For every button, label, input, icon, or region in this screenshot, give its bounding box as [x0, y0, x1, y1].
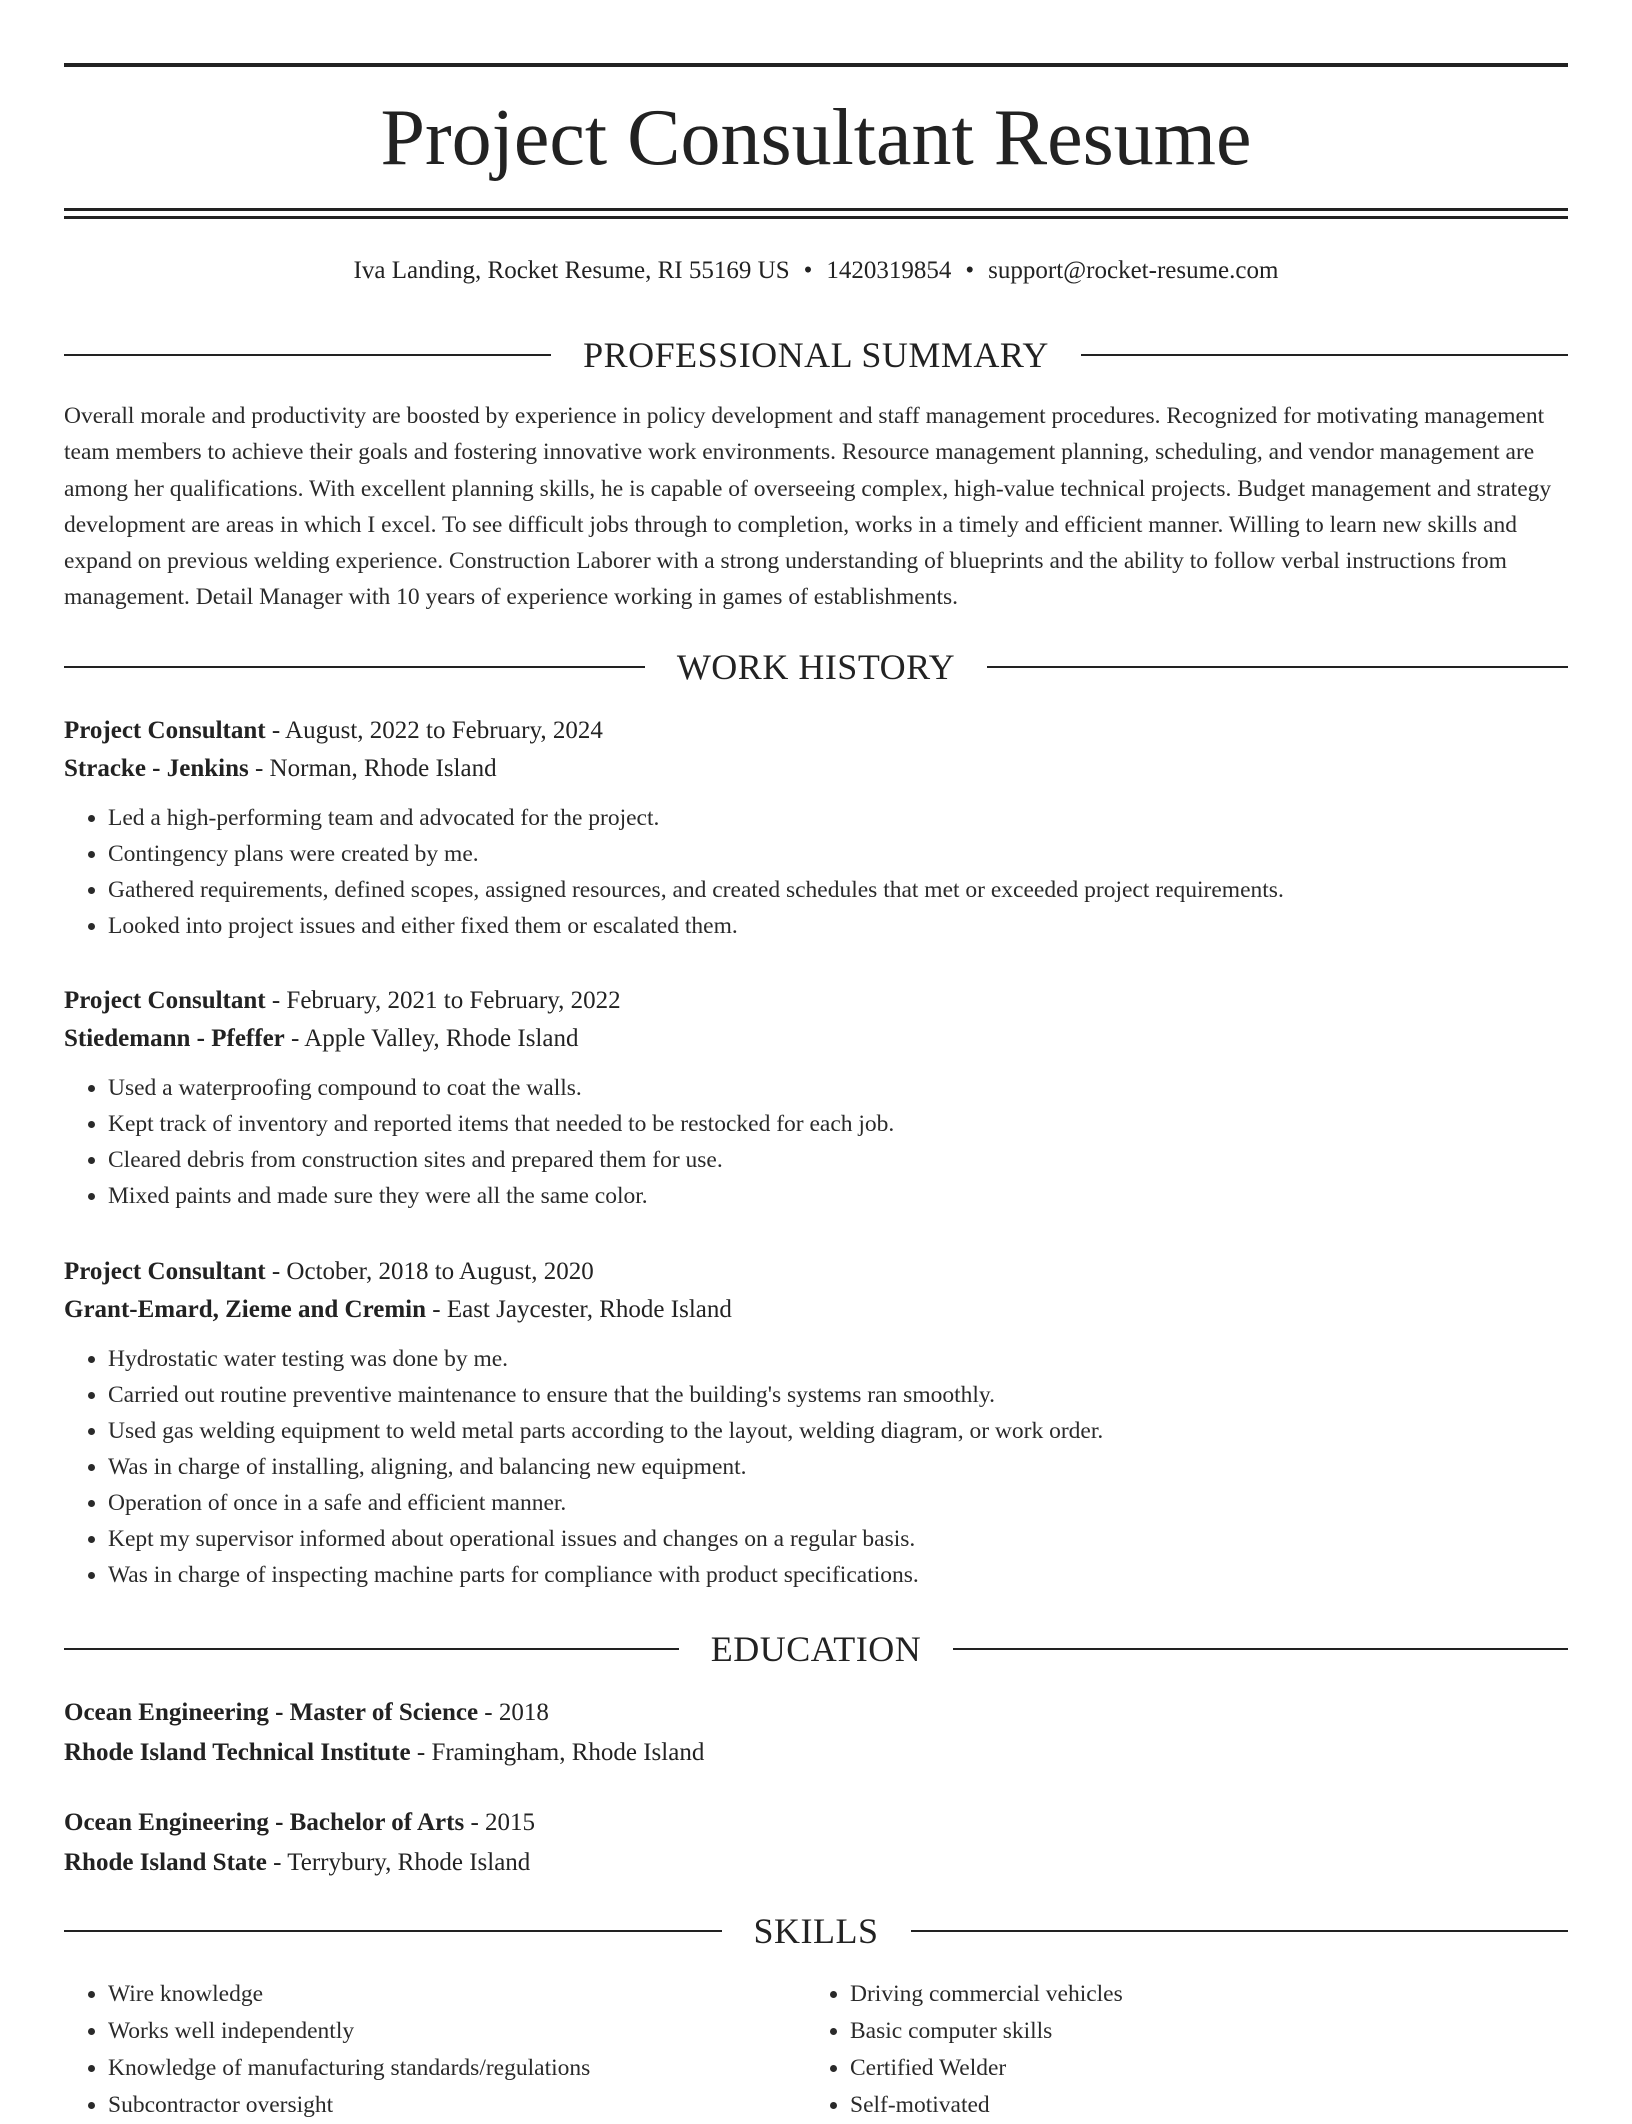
job-bullet: • Cleared debris from construction sites and prepared them for use. — [108, 1142, 1568, 1178]
job-title: Project Consultant — [64, 1258, 266, 1285]
section-header-work-history — [64, 645, 1568, 689]
section-title-skills: SKILLS — [753, 1911, 879, 1951]
job-company-line — [64, 1291, 1568, 1329]
job-bullet: • Contingency plans were created by me. — [108, 836, 1568, 872]
job-bullet: • Kept track of inventory and reported items that needed to be restocked for each job. — [108, 1106, 1568, 1142]
job-company: Stracke - Jenkins — [64, 755, 249, 782]
education-location: - Framingham, Rhode Island — [410, 1739, 705, 1766]
contact-separator: • — [965, 257, 975, 284]
education-degree: Ocean Engineering - Master of Science — [64, 1699, 479, 1726]
section-header-education — [64, 1627, 1568, 1671]
title-double-rule-lower — [64, 216, 1568, 219]
education-school: Rhode Island Technical Institute — [64, 1739, 411, 1766]
job-location: - Norman, Rhode Island — [248, 755, 497, 782]
section-title-work-history: WORK HISTORY — [676, 647, 956, 687]
skill-item: • Knowledge of manufacturing standards/regulations — [108, 2050, 806, 2087]
job-title: Project Consultant — [64, 717, 266, 744]
contact-address: Iva Landing, Rocket Resume, RI 55169 US — [353, 257, 790, 284]
education-degree: Ocean Engineering - Bachelor of Arts — [64, 1809, 465, 1836]
job-title-line — [64, 982, 1568, 1020]
job-company-line — [64, 750, 1568, 788]
job-bullet: • Was in charge of installing, aligning, and balancing new equipment. — [108, 1449, 1568, 1485]
skill-item: • Works well independently — [108, 2013, 806, 2050]
education-year: - 2018 — [478, 1699, 549, 1726]
job-bullets — [64, 1070, 1568, 1214]
job-bullet: • Mixed paints and made sure they were all the same color. — [108, 1178, 1568, 1214]
job-company: Grant-Emard, Zieme and Cremin — [64, 1296, 427, 1323]
job-bullet: • Led a high-performing team and advocated for the project. — [108, 800, 1568, 836]
section-rule — [987, 666, 1568, 668]
skill-item: • Driving commercial vehicles — [850, 1976, 1548, 2013]
job-title: Project Consultant — [64, 987, 266, 1014]
skill-item: • Subcontractor oversight — [108, 2087, 806, 2124]
job-location: - Apple Valley, Rhode Island — [284, 1025, 579, 1052]
job-bullet: • Gathered requirements, defined scopes, assigned resources, and created schedules that met or exceeded project requirements. — [108, 872, 1568, 908]
job-entry — [64, 982, 1568, 1214]
section-title-education: EDUCATION — [710, 1629, 922, 1669]
skills-column-left — [64, 1976, 806, 2124]
job-title-line — [64, 1253, 1568, 1291]
skill-item: • Certified Welder — [850, 2050, 1548, 2087]
section-rule — [953, 1648, 1568, 1650]
job-title-line — [64, 712, 1568, 750]
skill-item: • Self-motivated — [850, 2087, 1548, 2124]
job-company-line — [64, 1020, 1568, 1058]
page-title: Project Consultant Resume — [380, 94, 1252, 182]
job-bullet: • Carried out routine preventive maintenance to ensure that the building's systems ran smoothly. — [108, 1377, 1568, 1413]
contact-line — [64, 254, 1568, 288]
section-rule — [1081, 354, 1568, 356]
job-bullets — [64, 1341, 1568, 1593]
contact-separator: • — [803, 257, 813, 284]
education-school: Rhode Island State — [64, 1849, 267, 1876]
job-bullet: • Used a waterproofing compound to coat the walls. — [108, 1070, 1568, 1106]
skill-item: • Wire knowledge — [108, 1976, 806, 2013]
job-bullet: • Used gas welding equipment to weld metal parts according to the layout, welding diagram, or work order. — [108, 1413, 1568, 1449]
section-rule — [64, 354, 551, 356]
job-entry — [64, 712, 1568, 944]
job-bullet: • Kept my supervisor informed about operational issues and changes on a regular basis. — [108, 1521, 1568, 1557]
summary-text: Overall morale and productivity are boosted by experience in policy development and staff management procedures. Recognized for motivating management team members to achieve their goals and fostering innovative work environments. Resource management planning, scheduling, and vendor management are among her qualifications. With excellent planning skills, he is capable of overseeing complex, high-value technical projects. Budget management and strategy development are areas in which I excel. To see difficult jobs through to completion, works in a timely and efficient manner. Willing to learn new skills and expand on previous welding experience. Construction Laborer with a strong understanding of blueprints and the ability to follow verbal instructions from management. Detail Manager with 10 years of experience working in games of establishments. — [64, 403, 1552, 611]
education-entry — [64, 1804, 1568, 1882]
job-bullet: • Looked into project issues and either fixed them or escalated them. — [108, 908, 1568, 944]
job-location: - East Jaycester, Rhode Island — [426, 1296, 732, 1323]
education-year: - 2015 — [464, 1809, 536, 1836]
contact-email: support@rocket-resume.com — [988, 257, 1279, 284]
section-rule — [64, 1648, 679, 1650]
education-degree-line — [64, 1694, 1568, 1732]
title-double-rule-upper — [64, 208, 1568, 211]
section-rule — [64, 666, 645, 668]
job-bullet: • Hydrostatic water testing was done by me. — [108, 1341, 1568, 1377]
section-rule — [64, 1930, 722, 1932]
job-dates: - February, 2021 to February, 2022 — [265, 987, 621, 1014]
education-school-line — [64, 1734, 1568, 1772]
job-bullet: • Was in charge of inspecting machine parts for compliance with product specifications. — [108, 1557, 1568, 1593]
skill-item: • Basic computer skills — [850, 2013, 1548, 2050]
education-location: - Terrybury, Rhode Island — [266, 1849, 531, 1876]
job-entry — [64, 1253, 1568, 1593]
skills-list — [64, 1976, 1568, 2124]
section-header-summary — [64, 333, 1568, 377]
job-bullet: • Operation of once in a safe and efficient manner. — [108, 1485, 1568, 1521]
job-company: Stiedemann - Pfeffer — [64, 1025, 285, 1052]
education-degree-line — [64, 1804, 1568, 1842]
education-entry — [64, 1694, 1568, 1772]
top-rule — [64, 63, 1568, 67]
section-rule — [911, 1930, 1569, 1932]
contact-phone: 1420319854 — [826, 257, 952, 284]
section-title-summary: PROFESSIONAL SUMMARY — [583, 335, 1049, 375]
education-school-line — [64, 1844, 1568, 1882]
skills-column-right — [806, 1976, 1548, 2124]
job-bullets — [64, 800, 1568, 944]
section-header-skills — [64, 1909, 1568, 1953]
job-dates: - August, 2022 to February, 2024 — [265, 717, 603, 744]
job-dates: - October, 2018 to August, 2020 — [265, 1258, 594, 1285]
